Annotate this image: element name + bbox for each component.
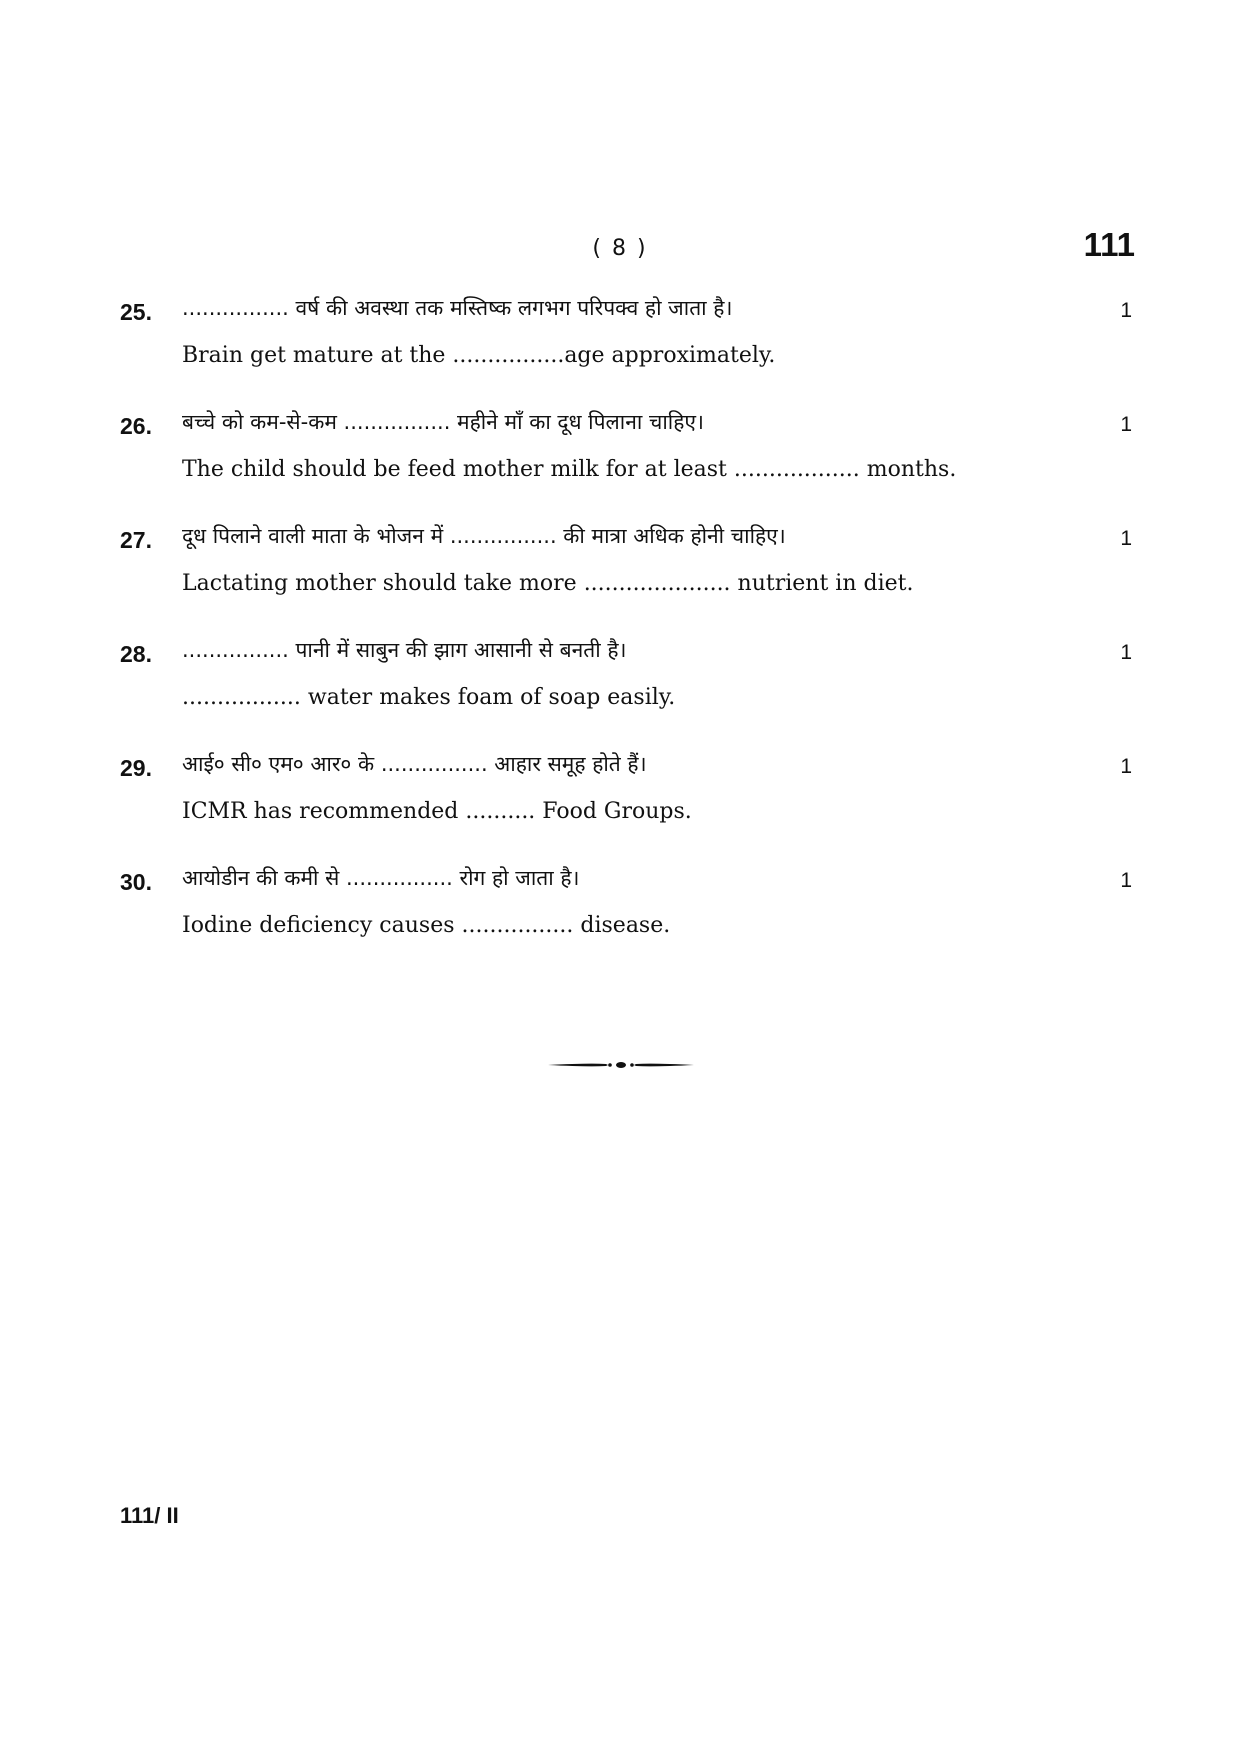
question-25 — [120, 294, 1140, 408]
question-number: 27. — [120, 527, 152, 553]
question-28 — [120, 636, 1140, 750]
question-marks: 1 — [1120, 527, 1132, 550]
footer-paper-code: 111/ II — [120, 1503, 179, 1528]
question-list — [120, 294, 1140, 978]
question-text-hindi: आयोडीन की कमी से ................ रोग हो जाता है। — [182, 866, 580, 890]
question-text-english: Iodine deficiency causes ................ disease. — [182, 913, 671, 938]
question-text-english: ICMR has recommended .......... Food Groups. — [182, 799, 692, 824]
question-marks: 1 — [1120, 755, 1132, 778]
question-text-hindi: दूध पिलाने वाली माता के भोजन में ................ की मात्रा अधिक होनी चाहिए। — [182, 524, 786, 548]
question-text-english: Brain get mature at the ................age approximately. — [182, 343, 776, 368]
question-text-hindi: ................ पानी में साबुन की झाग आसानी से बनती है। — [182, 638, 627, 662]
question-27 — [120, 522, 1140, 636]
question-text-hindi: आई० सी० एम० आर० के ................ आहार समूह होते हैं। — [182, 752, 647, 776]
page-number: ( 8 ) — [592, 236, 648, 261]
question-29 — [120, 750, 1140, 864]
question-text-english: ................. water makes foam of soap easily. — [182, 685, 676, 710]
question-number: 26. — [120, 413, 152, 439]
question-text-hindi: बच्चे को कम-से-कम ................ महीने माँ का दूध पिलाना चाहिए। — [182, 410, 704, 434]
question-text-english: The child should be feed mother milk for at least .................. months. — [182, 457, 957, 482]
question-26 — [120, 408, 1140, 522]
question-text-english: Lactating mother should take more ..................... nutrient in diet. — [182, 571, 914, 596]
question-marks: 1 — [1120, 299, 1132, 322]
question-number: 30. — [120, 869, 152, 895]
question-number: 29. — [120, 755, 152, 781]
question-text-hindi: ................ वर्ष की अवस्था तक मस्तिष्क लगभग परिपक्व हो जाता है। — [182, 296, 733, 320]
question-30 — [120, 864, 1140, 978]
question-marks: 1 — [1120, 413, 1132, 436]
question-marks: 1 — [1120, 641, 1132, 664]
question-number: 28. — [120, 641, 152, 667]
paper-code: 111 — [1083, 226, 1135, 263]
question-marks: 1 — [1120, 869, 1132, 892]
end-of-paper-ornament-icon — [548, 1058, 694, 1072]
question-number: 25. — [120, 299, 152, 325]
